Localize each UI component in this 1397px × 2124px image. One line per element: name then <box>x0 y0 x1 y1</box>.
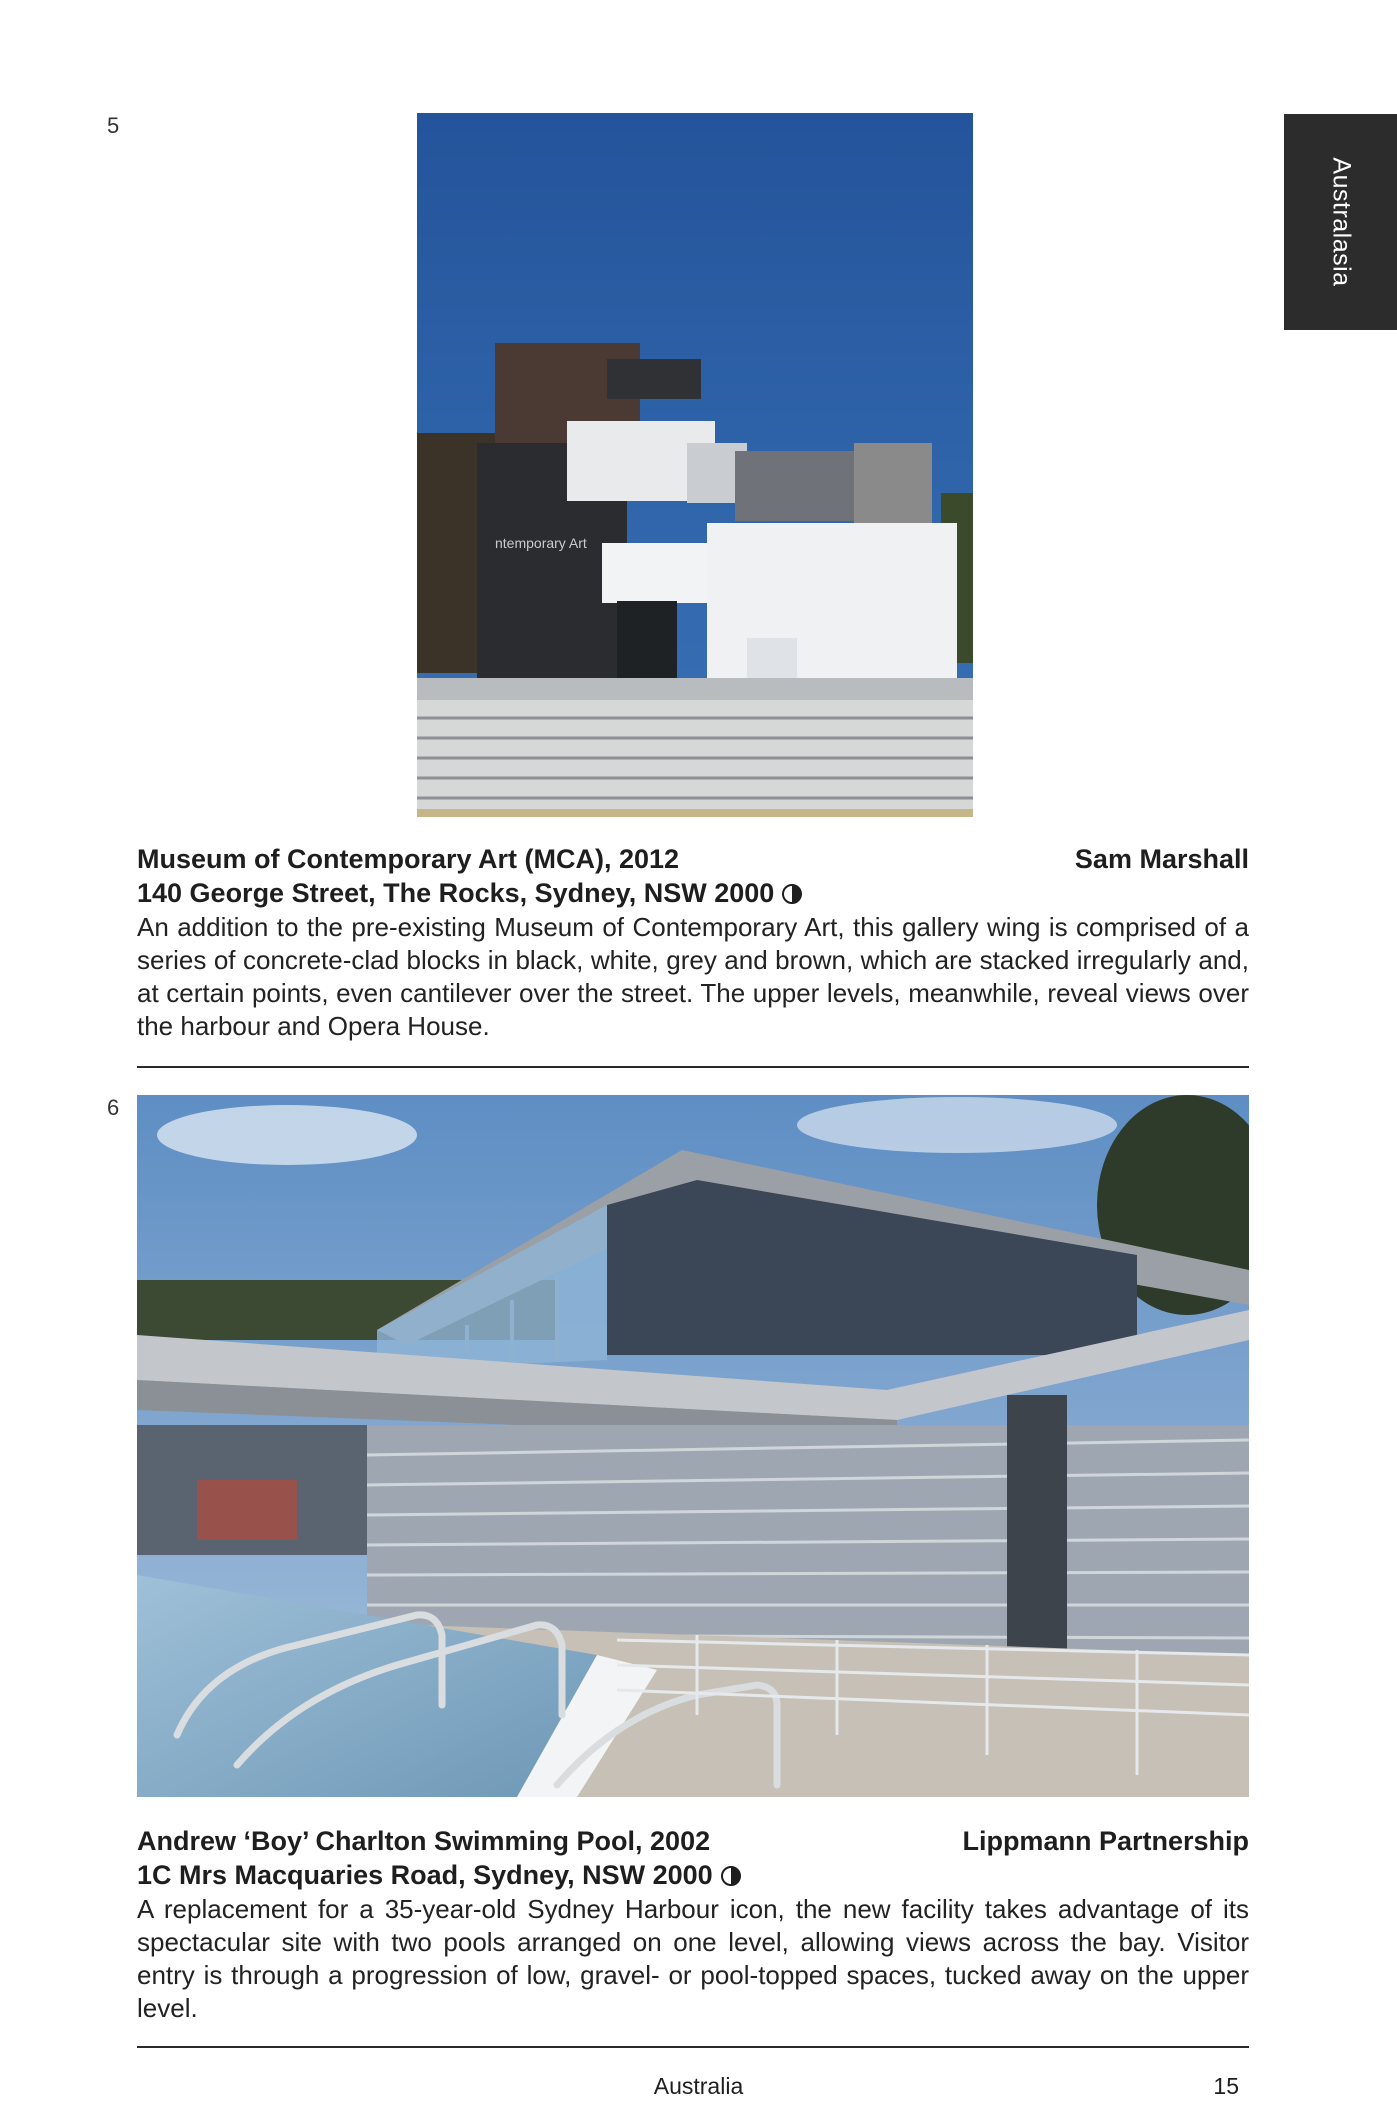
entry-address <box>137 1860 741 1891</box>
entry-number: 6 <box>107 1095 120 1120</box>
entry-title: Andrew ‘Boy’ Charlton Swimming Pool, 2002 <box>137 1826 711 1856</box>
entry-address-text: 1C Mrs Macquaries Road, Sydney, NSW 2000 <box>137 1860 713 1890</box>
entry-description: An addition to the pre-existing Museum of Contemporary Art, this gallery wing is comprised of a series of concrete-clad blocks in black, white, grey and brown, which are stacked irregularly and, at certain points, even cantilever over the street. The upper levels, meanwhile, reveal views over the harbour and Opera House. <box>137 912 1249 1041</box>
pool-photo <box>137 1095 1249 1797</box>
half-filled-circle-icon <box>782 884 802 904</box>
divider <box>137 1066 1249 1068</box>
entry-number: 5 <box>107 113 120 138</box>
entry-title: Museum of Contemporary Art (MCA), 2012 <box>137 844 680 874</box>
entry-architect: Lippmann Partnership <box>962 1826 1249 1856</box>
entry-description: A replacement for a 35-year-old Sydney Harbour icon, the new facility takes advantage of its spectacular site with two pools arranged on one level, allowing views across the bay. Visitor entry is through a progression of low, gravel- or pool-topped spaces, tucked away on the upper level. <box>137 1894 1249 2023</box>
page-number: 15 <box>1213 2073 1239 2099</box>
entry-address <box>137 878 802 909</box>
divider <box>137 2046 1249 2048</box>
museum-photo <box>417 113 973 817</box>
section-tab[interactable] <box>1284 114 1397 330</box>
entry-address-text: 140 George Street, The Rocks, Sydney, NSW 2000 <box>137 878 775 908</box>
museum-sign: ntemporary Art <box>495 535 587 551</box>
section-tab-label: Australasia <box>1327 157 1355 287</box>
entry-architect: Sam Marshall <box>1074 844 1249 874</box>
footer-section-label: Australia <box>653 2073 744 2099</box>
half-filled-circle-icon <box>721 1866 741 1886</box>
